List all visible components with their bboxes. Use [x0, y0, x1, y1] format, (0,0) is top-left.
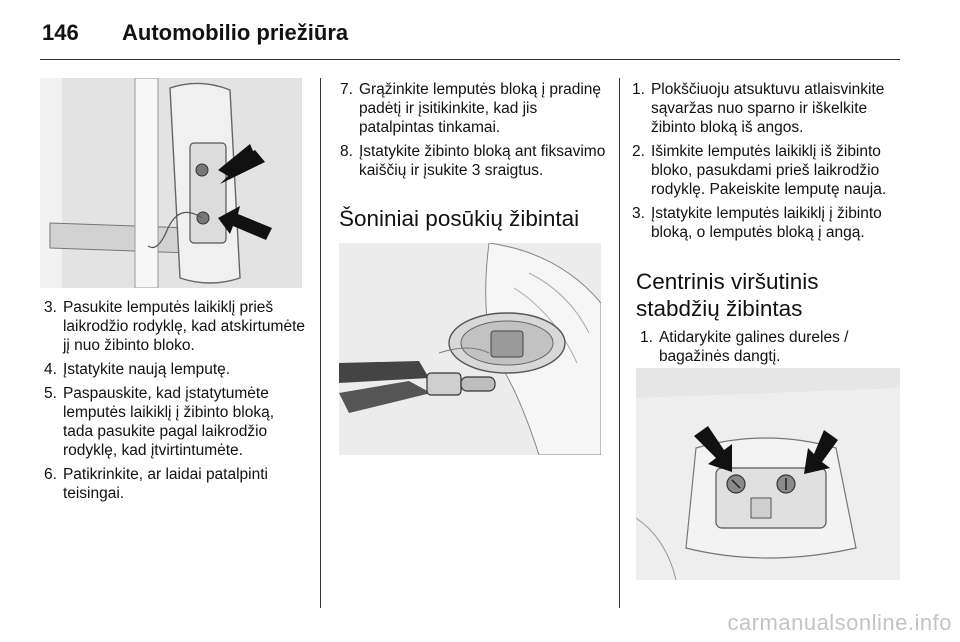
step-number: 5.	[44, 385, 57, 402]
step-item	[44, 298, 306, 355]
watermark: carmanualsonline.info	[727, 610, 952, 635]
figure-rear-light-unit	[40, 78, 302, 288]
step-text: Atidarykite galines dureles / bagažinės dangtį.	[658, 329, 849, 365]
column3-step-list-a	[632, 80, 904, 247]
step-text: Plokščiuoju atsuktuvu atlaisvinkite sąvaržas nuo sparno ir iškelkite žibinto bloką iš angos.	[650, 81, 885, 136]
step-item	[340, 142, 606, 180]
figure-side-indicator	[339, 243, 601, 455]
step-text: Pasukite lemputės laikiklį prieš laikrodžio rodyklę, kad atskirtumėte jį nuo žibinto bloko.	[62, 299, 306, 354]
step-text: Išimkite lemputės laikiklį iš žibinto bloko, pasukdami prieš laikrodžio rodyklę. Pakeiskite lemputę nauja.	[650, 143, 887, 198]
step-text: Įstatykite lemputės laikiklį į žibinto bloką, o lemputės bloką į angą.	[650, 205, 882, 241]
step-item	[44, 384, 306, 460]
step-number: 3.	[632, 205, 645, 222]
step-text: Įstatykite žibinto bloką ant fiksavimo kaiščių ir įsukite 3 sraigtus.	[358, 143, 606, 179]
step-item	[632, 142, 904, 199]
page-header	[40, 18, 900, 60]
column1-step-list	[44, 298, 306, 508]
step-number: 2.	[632, 143, 645, 160]
step-number: 4.	[44, 361, 57, 378]
step-item	[640, 328, 902, 366]
rear-light-illustration	[40, 78, 302, 288]
step-text: Grąžinkite lemputės bloką į pradinę padėtį ir įsitikinkite, kad jis patalpintas tinkamai.	[358, 81, 602, 136]
step-number: 3.	[44, 299, 57, 316]
step-number: 1.	[632, 81, 645, 98]
step-number: 6.	[44, 466, 57, 483]
step-item	[44, 465, 306, 503]
page-title: Automobilio priežiūra	[122, 20, 349, 45]
step-item	[44, 360, 306, 379]
step-number: 1.	[640, 329, 653, 346]
section-heading-side-indicators: Šoniniai posūkių žibintai	[339, 206, 580, 231]
column3-step-list-b	[640, 328, 902, 371]
figure-brake-light	[636, 368, 900, 580]
brake-light-illustration	[636, 368, 900, 580]
section-heading-brake-light: Centrinis viršutinis stabdžių žibintas	[636, 269, 819, 321]
step-text: Paspauskite, kad įstatytumėte lemputės laikiklį į žibinto bloką, tada pasukite pagal laikrodžio rodyklę, kad įtvirtintumėte.	[62, 385, 275, 459]
step-text: Įstatykite naują lemputę.	[62, 361, 231, 378]
step-text: Patikrinkite, ar laidai patalpinti teisingai.	[62, 466, 268, 502]
step-item	[632, 204, 904, 242]
step-item	[632, 80, 904, 137]
column-divider-left	[320, 78, 321, 608]
column-divider-right	[619, 78, 620, 608]
step-item	[340, 80, 606, 137]
step-number: 7.	[340, 81, 353, 98]
step-number: 8.	[340, 143, 353, 160]
side-indicator-illustration	[339, 243, 601, 455]
column2-step-list	[340, 80, 606, 185]
page-number: 146	[42, 20, 79, 45]
